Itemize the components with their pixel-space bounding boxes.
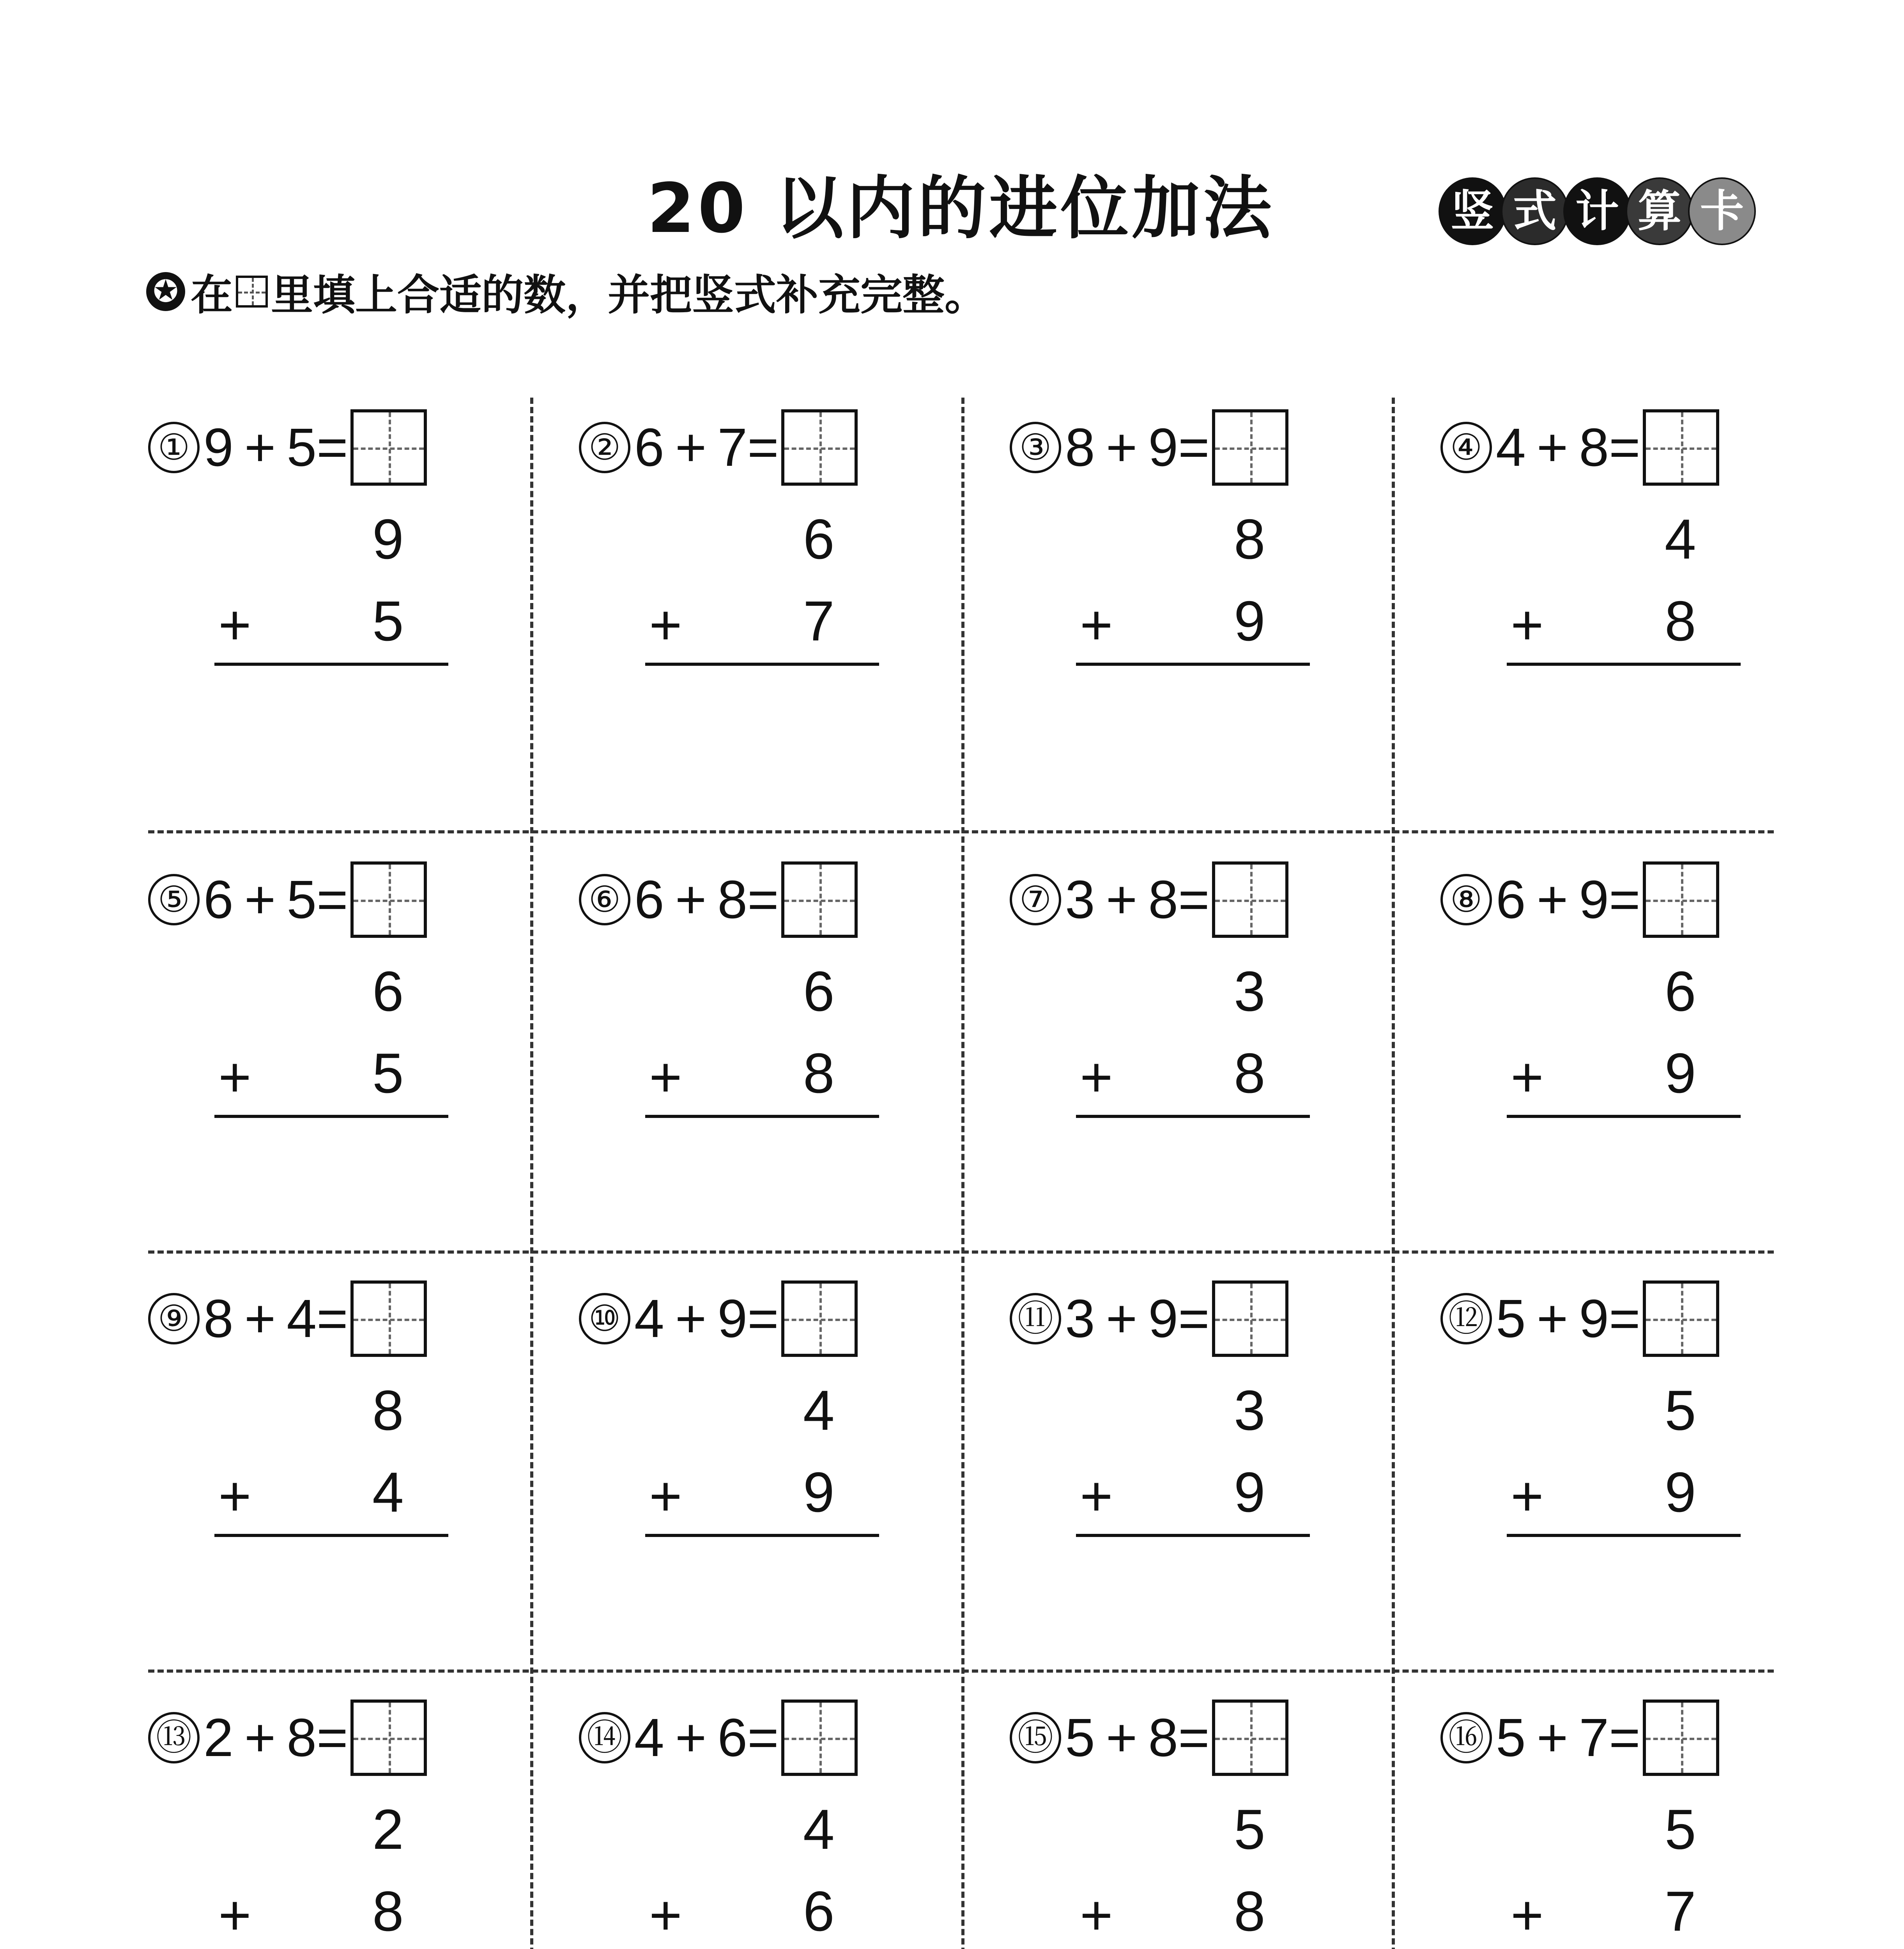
horizontal-equation bbox=[579, 1700, 858, 1776]
question-number: ⑧ bbox=[1440, 874, 1492, 925]
vertical-bottom-number: 9 bbox=[1665, 1042, 1696, 1105]
plus-sign: + bbox=[675, 417, 707, 478]
horizontal-equation bbox=[1440, 409, 1719, 486]
vertical-top-number: 5 bbox=[1665, 1379, 1696, 1442]
question-number: ⑥ bbox=[579, 874, 630, 925]
plus-sign: + bbox=[244, 1707, 276, 1768]
vertical-plus-sign: + bbox=[218, 1045, 251, 1109]
vertical-bottom-number: 7 bbox=[1665, 1880, 1696, 1943]
addend-a: 2 bbox=[203, 1707, 234, 1768]
sum-line[interactable] bbox=[214, 1115, 448, 1118]
vertical-plus-sign: + bbox=[218, 1464, 251, 1528]
answer-box[interactable] bbox=[1212, 409, 1288, 486]
vertical-top-number: 2 bbox=[372, 1798, 404, 1861]
sum-line[interactable] bbox=[645, 663, 879, 666]
vertical-plus-sign: + bbox=[1080, 593, 1113, 656]
addend-a: 3 bbox=[1065, 1288, 1095, 1349]
instruction-text-before: 在 bbox=[191, 271, 233, 320]
addend-a: 5 bbox=[1065, 1707, 1095, 1768]
vertical-top-number: 4 bbox=[803, 1379, 835, 1442]
addend-a: 6 bbox=[1496, 869, 1526, 930]
problem-cell bbox=[1010, 1269, 1440, 1686]
equals-sign: = bbox=[317, 869, 348, 930]
vertical-plus-sign: + bbox=[1511, 1464, 1544, 1528]
vertical-bottom-number: 5 bbox=[372, 589, 404, 653]
problem-cell bbox=[148, 1269, 579, 1686]
equals-sign: = bbox=[1609, 1707, 1640, 1768]
plus-sign: + bbox=[675, 1707, 707, 1768]
equals-sign: = bbox=[747, 1707, 779, 1768]
horizontal-equation bbox=[148, 409, 427, 486]
sum-line[interactable] bbox=[645, 1115, 879, 1118]
plus-sign: + bbox=[244, 869, 276, 930]
row-divider bbox=[148, 830, 1774, 833]
vertical-plus-sign: + bbox=[1511, 593, 1544, 656]
addend-a: 4 bbox=[634, 1707, 664, 1768]
problem-cell bbox=[1440, 850, 1871, 1267]
question-number: ① bbox=[148, 422, 200, 473]
vertical-bottom-number: 8 bbox=[803, 1042, 835, 1105]
vertical-plus-sign: + bbox=[649, 1884, 682, 1947]
addend-b: 9 bbox=[1148, 1288, 1178, 1349]
problem-cell bbox=[1010, 850, 1440, 1267]
plus-sign: + bbox=[675, 1288, 707, 1349]
equals-sign: = bbox=[747, 417, 779, 478]
addend-b: 9 bbox=[1579, 1288, 1609, 1349]
horizontal-equation bbox=[148, 1700, 427, 1776]
vertical-plus-sign: + bbox=[1080, 1884, 1113, 1947]
vertical-bottom-number: 8 bbox=[372, 1880, 404, 1943]
plus-sign: + bbox=[1106, 1707, 1138, 1768]
plus-sign: + bbox=[1536, 869, 1568, 930]
addend-b: 9 bbox=[717, 1288, 748, 1349]
addend-a: 6 bbox=[634, 869, 664, 930]
question-number: ⑭ bbox=[579, 1712, 630, 1763]
problem-cell bbox=[148, 850, 579, 1267]
problem-cell bbox=[1010, 1688, 1440, 1949]
equals-sign: = bbox=[1178, 869, 1210, 930]
badge-char: 算 bbox=[1626, 177, 1693, 245]
badge-char: 计 bbox=[1563, 177, 1631, 245]
vertical-top-number: 6 bbox=[1665, 960, 1696, 1023]
vertical-plus-sign: + bbox=[1511, 1884, 1544, 1947]
equals-sign: = bbox=[1178, 1707, 1210, 1768]
problem-cell bbox=[1440, 1269, 1871, 1686]
horizontal-equation bbox=[579, 1280, 858, 1357]
addend-b: 8 bbox=[287, 1707, 317, 1768]
answer-box[interactable] bbox=[1643, 861, 1719, 938]
sum-line[interactable] bbox=[214, 1534, 448, 1537]
vertical-bottom-number: 8 bbox=[1234, 1880, 1265, 1943]
horizontal-equation bbox=[148, 1280, 427, 1357]
badge-char: 卡 bbox=[1688, 177, 1756, 245]
plus-sign: + bbox=[244, 417, 276, 478]
vertical-bottom-number: 9 bbox=[803, 1461, 835, 1524]
plus-sign: + bbox=[1536, 1288, 1568, 1349]
addend-a: 6 bbox=[634, 417, 664, 478]
vertical-bottom-number: 9 bbox=[1234, 589, 1265, 653]
answer-box-icon bbox=[236, 276, 268, 308]
sum-line[interactable] bbox=[1507, 1534, 1741, 1537]
vertical-plus-sign: + bbox=[1080, 1464, 1113, 1528]
problem-cell bbox=[148, 1688, 579, 1949]
equals-sign: = bbox=[1609, 869, 1640, 930]
vertical-plus-sign: + bbox=[218, 593, 251, 656]
equals-sign: = bbox=[747, 1288, 779, 1349]
question-number: ④ bbox=[1440, 422, 1492, 473]
answer-box[interactable] bbox=[350, 1700, 427, 1776]
vertical-top-number: 6 bbox=[372, 960, 404, 1023]
addend-b: 8 bbox=[1148, 869, 1178, 930]
vertical-bottom-number: 7 bbox=[803, 589, 835, 653]
sum-line[interactable] bbox=[1076, 1534, 1310, 1537]
addend-a: 4 bbox=[1496, 417, 1526, 478]
addend-a: 8 bbox=[203, 1288, 234, 1349]
question-number: ⑩ bbox=[579, 1293, 630, 1344]
question-number: ⑫ bbox=[1440, 1293, 1492, 1344]
vertical-top-number: 4 bbox=[803, 1798, 835, 1861]
vertical-top-number: 8 bbox=[372, 1379, 404, 1442]
horizontal-equation bbox=[579, 409, 858, 486]
plus-sign: + bbox=[675, 869, 707, 930]
addend-a: 5 bbox=[1496, 1707, 1526, 1768]
equals-sign: = bbox=[1178, 417, 1210, 478]
plus-sign: + bbox=[1536, 1707, 1568, 1768]
equals-sign: = bbox=[317, 1707, 348, 1768]
problem-cell bbox=[148, 398, 579, 815]
equals-sign: = bbox=[317, 417, 348, 478]
question-number: ③ bbox=[1010, 422, 1061, 473]
sum-line[interactable] bbox=[1076, 1115, 1310, 1118]
vertical-plus-sign: + bbox=[1511, 1045, 1544, 1109]
answer-box[interactable] bbox=[350, 861, 427, 938]
vertical-bottom-number: 8 bbox=[1234, 1042, 1265, 1105]
vertical-top-number: 3 bbox=[1234, 960, 1265, 1023]
horizontal-equation bbox=[148, 861, 427, 938]
addend-a: 4 bbox=[634, 1288, 664, 1349]
question-number: ⑮ bbox=[1010, 1712, 1061, 1763]
addend-a: 9 bbox=[203, 417, 234, 478]
vertical-bottom-number: 6 bbox=[803, 1880, 835, 1943]
plus-sign: + bbox=[1536, 417, 1568, 478]
problem-cell bbox=[579, 850, 1010, 1267]
vertical-plus-sign: + bbox=[649, 1045, 682, 1109]
equals-sign: = bbox=[747, 869, 779, 930]
answer-box[interactable] bbox=[1212, 1700, 1288, 1776]
horizontal-equation bbox=[1440, 1280, 1719, 1357]
addend-a: 6 bbox=[203, 869, 234, 930]
instruction bbox=[146, 261, 987, 322]
addend-b: 9 bbox=[1579, 869, 1609, 930]
badge-char: 式 bbox=[1501, 177, 1569, 245]
vertical-bottom-number: 8 bbox=[1665, 589, 1696, 653]
addend-b: 9 bbox=[1148, 417, 1178, 478]
vertical-bottom-number: 9 bbox=[1665, 1461, 1696, 1524]
problem-cell bbox=[579, 1688, 1010, 1949]
vertical-bottom-number: 4 bbox=[372, 1461, 404, 1524]
addend-a: 8 bbox=[1065, 417, 1095, 478]
horizontal-equation bbox=[579, 861, 858, 938]
answer-box[interactable] bbox=[350, 409, 427, 486]
horizontal-equation bbox=[1440, 1700, 1719, 1776]
addend-b: 4 bbox=[287, 1288, 317, 1349]
plus-sign: + bbox=[244, 1288, 276, 1349]
plus-sign: + bbox=[1106, 417, 1138, 478]
question-number: ⑤ bbox=[148, 874, 200, 925]
horizontal-equation bbox=[1010, 1700, 1288, 1776]
answer-box[interactable] bbox=[781, 861, 858, 938]
problem-cell bbox=[1010, 398, 1440, 815]
problem-cell bbox=[1440, 398, 1871, 815]
problem-cell bbox=[579, 398, 1010, 815]
problem-cell bbox=[1440, 1688, 1871, 1949]
vertical-top-number: 8 bbox=[1234, 508, 1265, 571]
vertical-plus-sign: + bbox=[649, 593, 682, 656]
instruction-text-after: 里填上合适的数，并把竖式补充完整。 bbox=[271, 271, 987, 320]
question-number: ⑯ bbox=[1440, 1712, 1492, 1763]
sum-line[interactable] bbox=[1507, 1115, 1741, 1118]
answer-box[interactable] bbox=[1643, 409, 1719, 486]
sum-line[interactable] bbox=[645, 1534, 879, 1537]
answer-box[interactable] bbox=[1212, 861, 1288, 938]
star-circle-icon: ✪ bbox=[146, 272, 185, 311]
vertical-top-number: 5 bbox=[1665, 1798, 1696, 1861]
addend-b: 5 bbox=[287, 869, 317, 930]
question-number: ② bbox=[579, 422, 630, 473]
addend-b: 8 bbox=[717, 869, 748, 930]
equals-sign: = bbox=[1178, 1288, 1210, 1349]
problem-cell bbox=[579, 1269, 1010, 1686]
plus-sign: + bbox=[1106, 1288, 1138, 1349]
question-number: ⑪ bbox=[1010, 1293, 1061, 1344]
addend-b: 7 bbox=[717, 417, 748, 478]
vertical-plus-sign: + bbox=[1080, 1045, 1113, 1109]
horizontal-equation bbox=[1440, 861, 1719, 938]
card-type-badge bbox=[1439, 177, 1758, 244]
answer-box[interactable] bbox=[1212, 1280, 1288, 1357]
question-number: ⑬ bbox=[148, 1712, 200, 1763]
vertical-bottom-number: 5 bbox=[372, 1042, 404, 1105]
vertical-plus-sign: + bbox=[649, 1464, 682, 1528]
addend-a: 5 bbox=[1496, 1288, 1526, 1349]
addend-b: 8 bbox=[1148, 1707, 1178, 1768]
plus-sign: + bbox=[1106, 869, 1138, 930]
answer-box[interactable] bbox=[781, 1700, 858, 1776]
answer-box[interactable] bbox=[1643, 1700, 1719, 1776]
addend-a: 3 bbox=[1065, 869, 1095, 930]
answer-box[interactable] bbox=[350, 1280, 427, 1357]
question-number: ⑦ bbox=[1010, 874, 1061, 925]
addend-b: 7 bbox=[1579, 1707, 1609, 1768]
horizontal-equation bbox=[1010, 861, 1288, 938]
answer-box[interactable] bbox=[1643, 1280, 1719, 1357]
vertical-top-number: 3 bbox=[1234, 1379, 1265, 1442]
addend-b: 8 bbox=[1579, 417, 1609, 478]
answer-box[interactable] bbox=[781, 409, 858, 486]
badge-char: 竖 bbox=[1439, 177, 1506, 245]
sum-line[interactable] bbox=[1507, 663, 1741, 666]
vertical-bottom-number: 9 bbox=[1234, 1461, 1265, 1524]
question-number: ⑨ bbox=[148, 1293, 200, 1344]
page-title: 20 以内的进位加法 bbox=[647, 169, 1275, 248]
addend-b: 6 bbox=[717, 1707, 748, 1768]
sum-line[interactable] bbox=[214, 663, 448, 666]
equals-sign: = bbox=[1609, 1288, 1640, 1349]
horizontal-equation bbox=[1010, 409, 1288, 486]
vertical-top-number: 9 bbox=[372, 508, 404, 571]
equals-sign: = bbox=[1609, 417, 1640, 478]
equals-sign: = bbox=[317, 1288, 348, 1349]
vertical-top-number: 4 bbox=[1665, 508, 1696, 571]
vertical-top-number: 6 bbox=[803, 508, 835, 571]
vertical-plus-sign: + bbox=[218, 1884, 251, 1947]
vertical-top-number: 5 bbox=[1234, 1798, 1265, 1861]
horizontal-equation bbox=[1010, 1280, 1288, 1357]
addend-b: 5 bbox=[287, 417, 317, 478]
vertical-top-number: 6 bbox=[803, 960, 835, 1023]
answer-box[interactable] bbox=[781, 1280, 858, 1357]
sum-line[interactable] bbox=[1076, 663, 1310, 666]
